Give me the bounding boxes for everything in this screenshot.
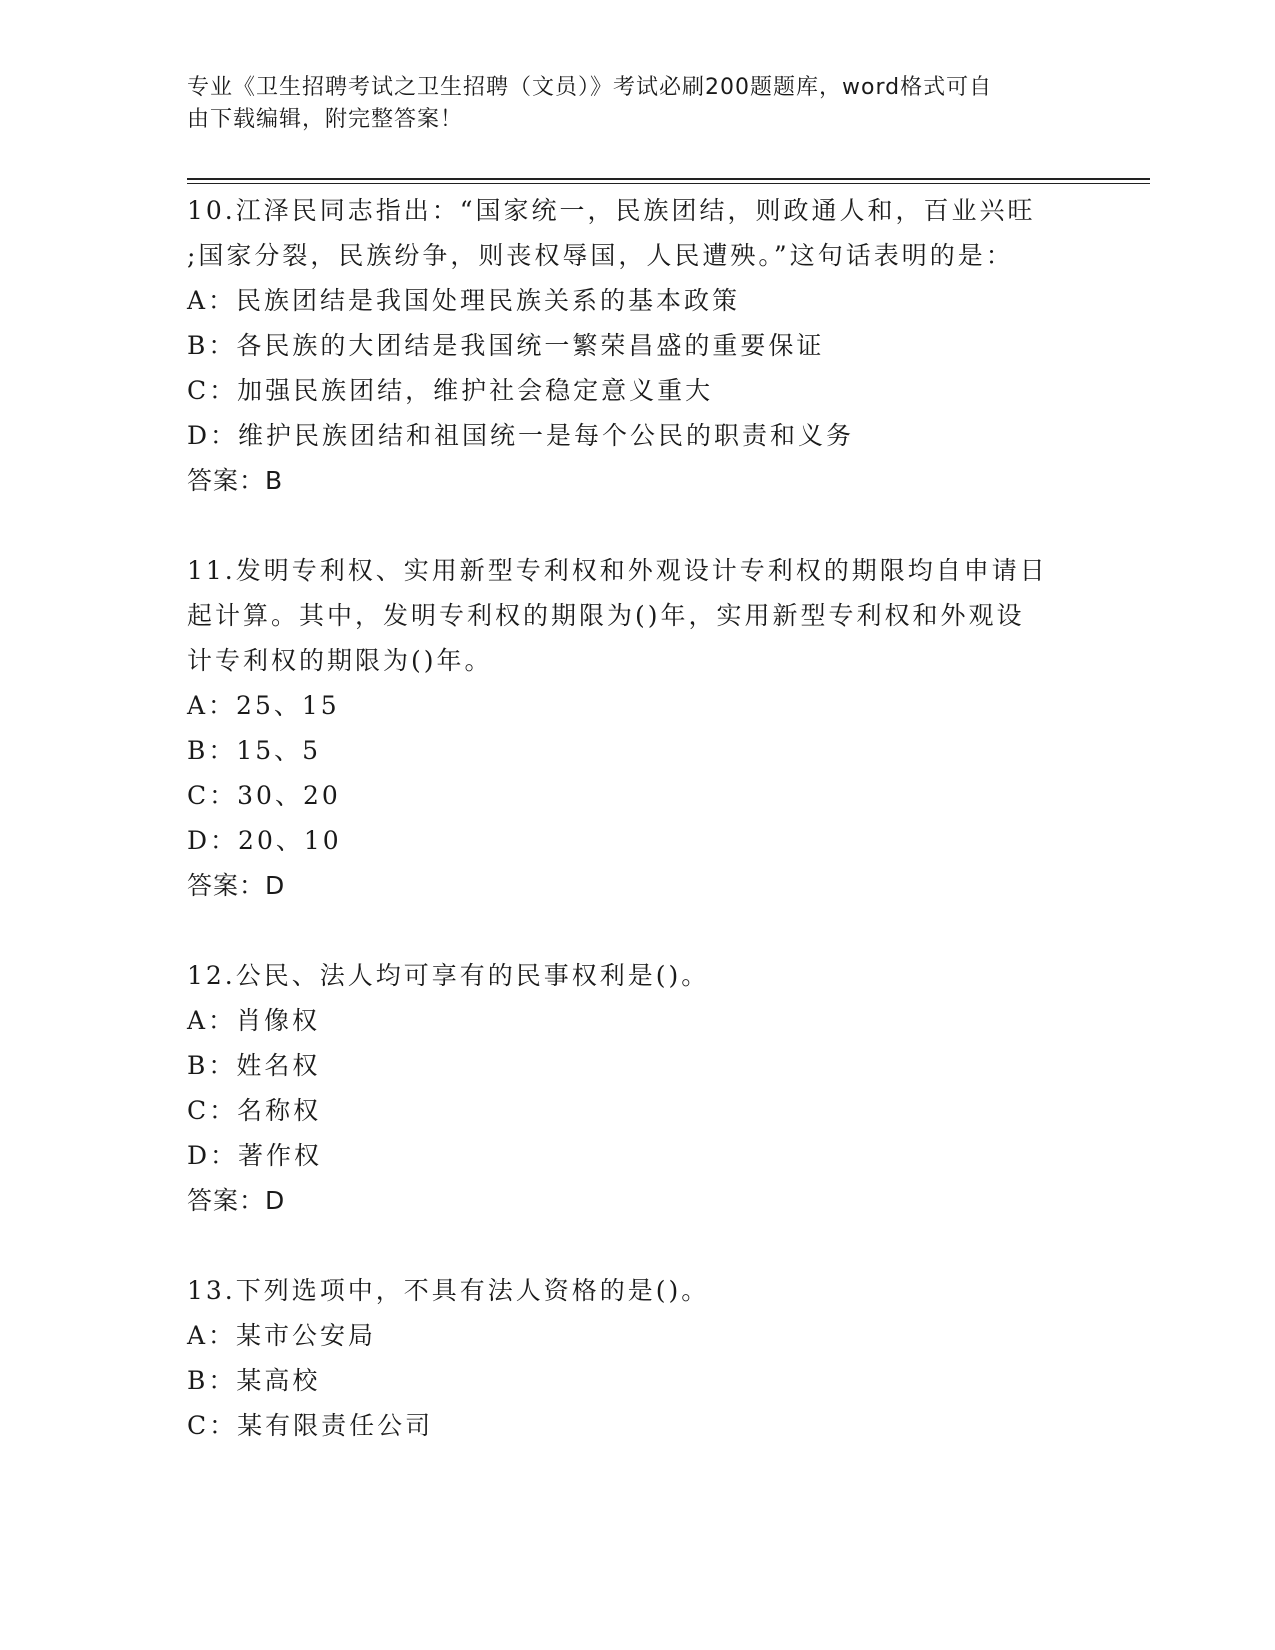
document-header	[187, 72, 1067, 136]
question-stem-line: 计专利权的期限为()年。	[187, 646, 493, 675]
answer-line: 答案：D	[187, 871, 286, 900]
question-stem-line: 起计算。其中，发明专利权的期限为()年，实用新型专利权和外观设	[187, 601, 1025, 630]
option-b: B：15、5	[187, 736, 322, 765]
question-stem-line: ;国家分裂，民族纷争，则丧权辱国，人民遭殃。”这句话表明的是：	[187, 241, 1014, 270]
question-10	[187, 188, 1087, 503]
option-c: C：某有限责任公司	[187, 1411, 434, 1440]
question-13	[187, 1268, 1087, 1448]
answer-line: 答案：B	[187, 466, 284, 495]
option-b: B：各民族的大团结是我国统一繁荣昌盛的重要保证	[187, 331, 825, 360]
question-stem-line: 11.发明专利权、实用新型专利权和外观设计专利权的期限均自申请日	[187, 556, 1048, 585]
option-c: C：名称权	[187, 1096, 322, 1125]
option-b: B：姓名权	[187, 1051, 321, 1080]
header-line-1: 专业《卫生招聘考试之卫生招聘（文员）》考试必刷200题题库，word格式可自	[187, 75, 993, 100]
question-list	[187, 188, 1087, 1448]
question-11	[187, 548, 1087, 908]
option-b: B：某高校	[187, 1366, 321, 1395]
header-line-2: 由下载编辑，附完整答案！	[187, 107, 464, 132]
option-d: D：20、10	[187, 826, 342, 855]
option-d: D：维护民族团结和祖国统一是每个公民的职责和义务	[187, 421, 855, 450]
option-d: D：著作权	[187, 1141, 323, 1170]
option-a: A：某市公安局	[187, 1321, 377, 1350]
question-12	[187, 953, 1087, 1223]
header-divider-thick	[187, 178, 1150, 180]
option-c: C：加强民族团结，维护社会稳定意义重大	[187, 376, 714, 405]
question-stem-line: 12.公民、法人均可享有的民事权利是()。	[187, 961, 710, 990]
option-a: A：民族团结是我国处理民族关系的基本政策	[187, 286, 741, 315]
question-stem-line: 10.江泽民同志指出：“国家统一，民族团结，则政通人和，百业兴旺	[187, 196, 1036, 225]
answer-line: 答案：D	[187, 1186, 286, 1215]
option-c: C：30、20	[187, 781, 341, 810]
question-stem-line: 13.下列选项中，不具有法人资格的是()。	[187, 1276, 710, 1305]
option-a: A：肖像权	[187, 1006, 321, 1035]
option-a: A：25、15	[187, 691, 340, 720]
header-divider-thin	[187, 183, 1150, 184]
